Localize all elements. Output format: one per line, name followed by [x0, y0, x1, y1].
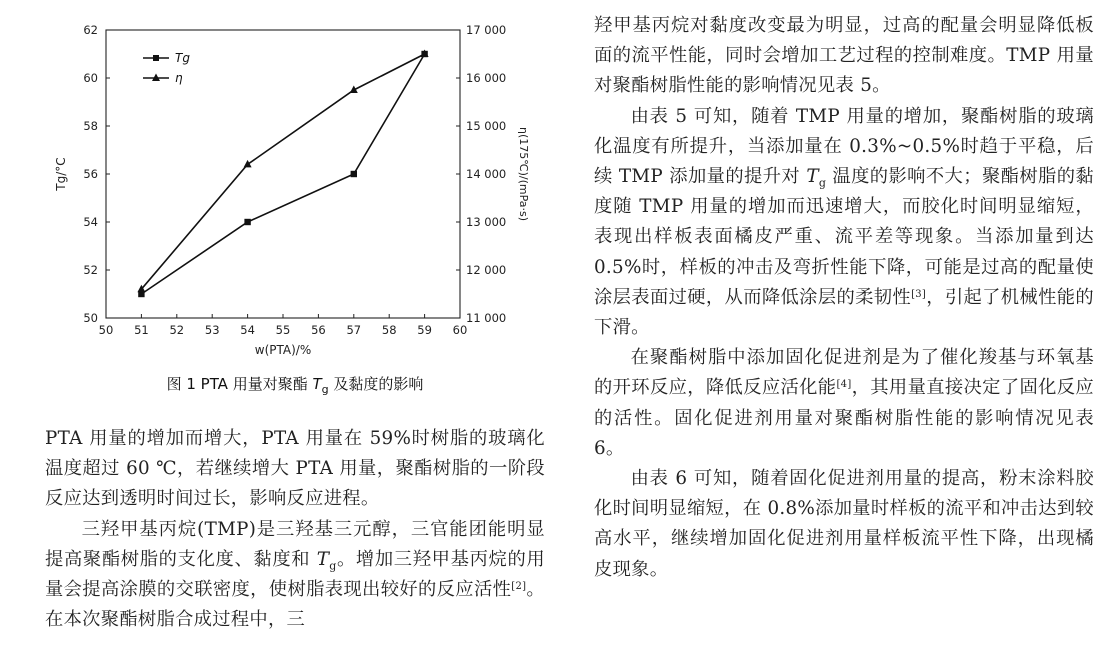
data-point-η	[244, 160, 252, 168]
citation-ref: [4]	[836, 379, 852, 391]
series-line-Tg	[141, 54, 424, 294]
text-run: 。在本次聚酯树脂合成过程中，三	[45, 579, 545, 631]
figure-caption	[45, 373, 545, 394]
data-point-Tg	[351, 171, 357, 177]
x-tick-label: 53	[204, 323, 220, 337]
y-left-tick-label: 62	[83, 23, 98, 37]
right-paragraph-4: 由表 6 可知，随着固化促进剂用量的提高，粉末涂料胶化时间明显缩短，在 0.8%添加量时样板的流平和冲击达到较高水平，继续增加固化促进剂用量样板流平性下降，出现橘皮现象。	[594, 468, 1094, 580]
tg-symbol: T	[806, 166, 819, 188]
y-right-tick-label: 14 000	[466, 167, 507, 181]
right-paragraph-2	[594, 102, 1094, 344]
y-right-tick-label: 13 000	[466, 215, 507, 229]
y-left-tick-label: 54	[83, 215, 98, 229]
x-tick-label: 52	[169, 323, 185, 337]
citation-ref: [2]	[511, 581, 527, 593]
y-right-tick-label: 17 000	[466, 23, 507, 37]
text-run: 。增加三羟甲基丙烷的用量会提高涂膜的交联密度，使树脂表现出较好的反应活性	[45, 548, 545, 601]
text-run: 三羟甲基丙烷(TMP)是三羟基三元醇，三官能团能明显提高聚酯树脂的支化度、黏度和	[45, 518, 545, 570]
x-tick-label: 58	[381, 323, 397, 337]
x-tick-label: 57	[346, 323, 362, 337]
y-left-tick-label: 60	[83, 71, 98, 85]
plot-frame	[106, 30, 460, 318]
right-paragraph-3	[594, 343, 1094, 464]
x-tick-label: 56	[311, 323, 326, 337]
text-run: 温度的影响不大；聚酯树脂的黏度随 TMP 用量的增加而迅速增大，而胶化时间明显缩短，表现出样板表面橘皮严重、流平差等现象。当添加量到达 0.5%时，样板的冲击及弯折性能下降，可能是过高的配量使涂层表面过硬，从而降低涂层的柔韧性	[594, 166, 1094, 308]
text-run: ，其用量直接决定了固化反应的活性。固化促进剂用量对聚酯树脂性能的影响情况见表 6。	[594, 377, 1095, 459]
y-right-tick-label: 15 000	[466, 119, 507, 133]
left-paragraph-1: PTA 用量的增加而增大，PTA 用量在 59%时树脂的玻璃化温度超过 60 ℃，若继续增大 PTA 用量，聚酯树脂的一阶段反应达到透明时间过长，影响反应进程。	[45, 428, 545, 510]
text-run: ，引起了机械性能的下滑。	[594, 286, 1094, 339]
tg-symbol: T	[316, 548, 330, 570]
x-tick-label: 51	[134, 323, 149, 337]
data-point-Tg	[244, 219, 250, 225]
caption-symbol: T	[312, 375, 322, 393]
series-line-η	[141, 54, 424, 289]
left-paragraph-2	[45, 515, 545, 636]
y-left-tick-label: 50	[83, 311, 98, 325]
y-right-tick-label: 12 000	[466, 263, 507, 277]
figure-1-chart	[45, 12, 545, 402]
text-run: 在聚酯树脂中添加固化促进剂是为了催化羧基与环氧基的开环反应，降低反应活化能	[594, 347, 1094, 399]
chart-svg	[45, 12, 545, 372]
legend-label: η	[175, 71, 183, 85]
caption-prefix: 图 1 PTA 用量对聚酯	[166, 375, 313, 393]
x-tick-label: 54	[240, 323, 255, 337]
y-left-tick-label: 56	[83, 167, 98, 181]
left-column	[45, 424, 545, 635]
tg-subscript: g	[818, 176, 827, 190]
y-left-axis-title: Tg/°C	[54, 157, 68, 191]
right-column	[594, 11, 1094, 585]
legend-label: Tg	[175, 51, 190, 65]
caption-suffix: 及黏度的影响	[328, 375, 424, 393]
y-right-axis-title: η(175℃)/(mPa·s)	[517, 126, 530, 222]
text-run: 由表 5 可知，随着 TMP 用量的增加，聚酯树脂的玻璃化温度有所提升，当添加量在 0.3%~0.5%时趋于平稳，后续 TMP 添加量的提升对	[594, 105, 1094, 188]
tg-subscript: g	[329, 559, 337, 573]
x-axis-title: w(PTA)/%	[254, 343, 312, 357]
caption-subscript: g	[321, 383, 329, 396]
y-left-tick-label: 52	[83, 263, 98, 277]
x-tick-label: 50	[98, 323, 114, 337]
citation-ref: [3]	[911, 288, 927, 300]
x-tick-label: 55	[275, 323, 291, 337]
x-tick-label: 59	[417, 323, 432, 337]
y-right-tick-label: 11 000	[466, 311, 507, 325]
y-right-tick-label: 16 000	[466, 71, 507, 85]
right-paragraph-1: 羟甲基丙烷对黏度改变最为明显，过高的配量会明显降低板面的流平性能，同时会增加工艺过程的控制难度。TMP 用量对聚酯树脂性能的影响情况见表 5。	[594, 15, 1094, 97]
legend-marker	[153, 55, 159, 61]
y-left-tick-label: 58	[83, 119, 98, 133]
x-tick-label: 60	[452, 323, 468, 337]
